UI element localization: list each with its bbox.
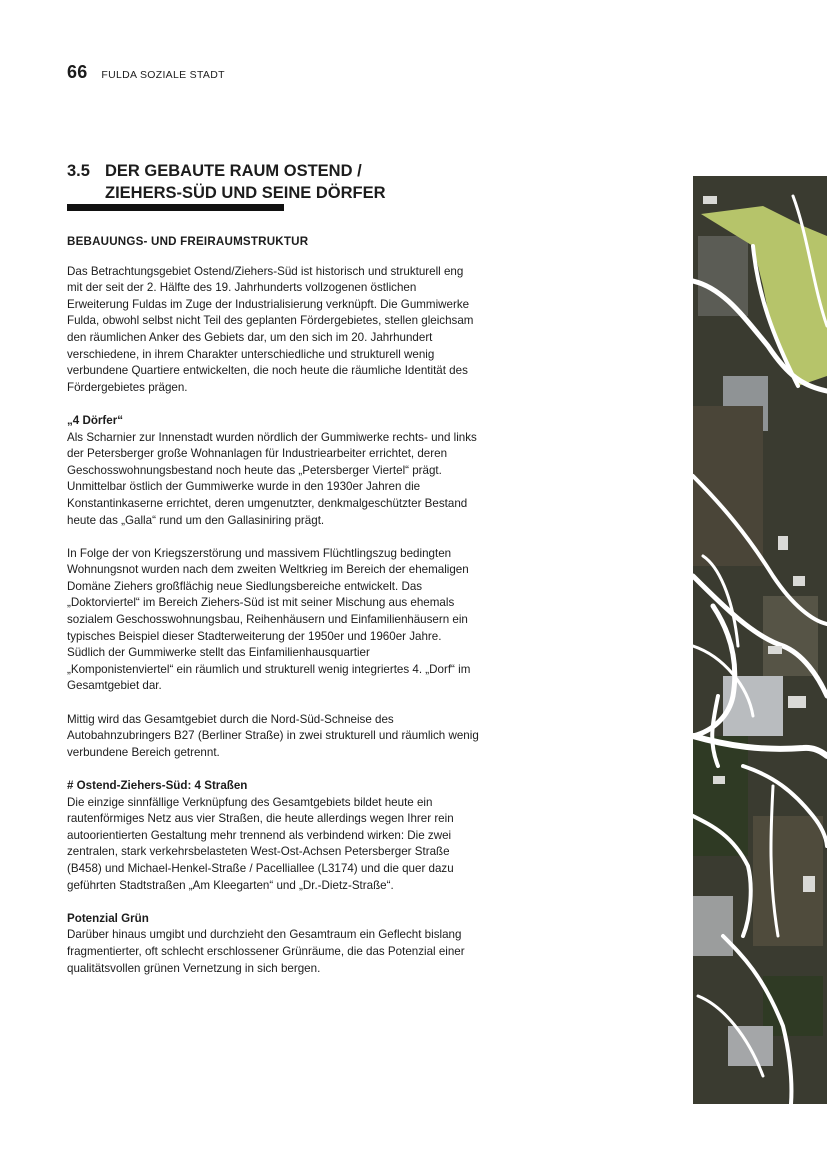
streets-text: Die einzige sinnfällige Verknüpfung des Gesamtgebiets bildet heute ein rautenförmiges Netz aus vier Straßen, die heute allerdings wegen Ihrer rein autoorientierten Gestaltung mehr trennend als verbindend wirken: Die zwei zentralen, stark verkehrsbelasteten West-Ost-Achsen Petersberger Straße (B458) und Michael-Henkel-Straße / Pacelliallee (L3174) und die quer dazu geführten Stadtstraßen „Am Kleegarten“ und „Dr.-Dietz-Straße“. <box>67 795 454 892</box>
villages-paragraph-1 <box>67 413 479 529</box>
streets-title: # Ostend-Ziehers-Süd: 4 Straßen <box>67 779 248 792</box>
map-building <box>703 196 717 204</box>
aerial-map-graphic <box>693 176 827 1104</box>
villages-paragraph-3: Mittig wird das Gesamtgebiet durch die Nord-Süd-Schneise des Autobahnzubringers B27 (Berliner Straße) in zwei strukturell und räumlich wenig verbundene Bereich getrennt. <box>67 712 479 759</box>
map-building <box>788 696 806 708</box>
map-building <box>778 536 788 550</box>
map-trees <box>693 736 748 856</box>
section-heading <box>67 160 427 204</box>
streets-paragraph <box>67 778 479 894</box>
map-building <box>713 776 725 784</box>
section-title: DER GEBAUTE RAUM OSTEND / ZIEHERS-SÜD UND SEINE DÖRFER <box>105 162 386 202</box>
map-block <box>698 236 748 316</box>
map-warehouse <box>693 896 733 956</box>
map-building <box>768 646 782 654</box>
villages-title: „4 Dörfer“ <box>67 413 124 427</box>
intro-paragraph: Das Betrachtungsgebiet Ostend/Ziehers-Süd ist historisch und strukturell eng mit der seit der 2. Hälfte des 19. Jahrhunderts vollzogenen östlichen Erweiterung Fuldas im Zuge der Industrialisierung verknüpft. Die Gummiwerke Fulda, obwohl selbst nicht Teil des geplanten Fördergebietes, stellen gleichsam den räumlichen Anker des Gebiets dar, um den sich im 20. Jahrhundert verschiedene, in ihrem Charakter unterschiedliche und strukturell wenig verbundene Quartiere entwickelten, die noch heute die räumliche Identität des Fördergebietes prägen. <box>67 264 474 394</box>
heading-underline-bar <box>67 204 284 211</box>
subheading: BEBAUUNGS- UND FREIRAUMSTRUKTUR <box>67 235 309 248</box>
aerial-map-image <box>693 176 827 1104</box>
green-text: Darüber hinaus umgibt und durchzieht den Gesamtraum ein Geflecht bislang fragmentierter, oft schlecht erschlossener Grünräume, die das Potenzial einer qualitätsvollen grünen Vernetzung in sich bergen. <box>67 928 465 975</box>
page-header <box>67 62 225 83</box>
page-number: 66 <box>67 62 88 82</box>
map-building <box>803 876 815 892</box>
green-title: Potenzial Grün <box>67 911 149 925</box>
section-number: 3.5 <box>67 162 90 180</box>
map-building <box>793 576 805 586</box>
body-text <box>67 234 479 994</box>
green-paragraph <box>67 911 479 977</box>
running-title: FULDA SOZIALE STADT <box>101 69 225 81</box>
villages-paragraph-2: In Folge der von Kriegszerstörung und massivem Flüchtlingszug bedingten Wohnungsnot wurden nach dem zweiten Weltkrieg im Bereich der ehemaligen Domäne Ziehers großflächig neue Siedlungsbereiche entwickelt. Das „Doktorviertel“ im Bereich Ziehers-Süd ist mit seiner Mischung aus ehemals sozialem Geschosswohnungsbau, Reihenhäusern und Einfamilienhäusern ein typisches Beispiel dieser Stadterweiterung der 1950er und 1960er Jahre. Südlich der Gummiwerke stellt das Einfamilienhausquartier „Komponistenviertel“ ein räumlich und strukturell wenig integriertes 4. „Dorf“ im Gesamtgebiet dar. <box>67 546 471 693</box>
villages-text-1: Als Scharnier zur Innenstadt wurden nördlich der Gummiwerke rechts- und links der Petersberger große Wohnanlagen für Industriearbeiter errichtet, deren Geschosswohnungsbestand noch heute das „Petersberger Viertel“ prägt. Unmittelbar östlich der Gummiwerke wurde in den 1930er Jahren die Konstantinkaserne errichtet, deren umgenutzter, denkmalgeschützter Bestand heute das „Galla“ rund um den Gallasiniring prägt. <box>67 430 477 527</box>
